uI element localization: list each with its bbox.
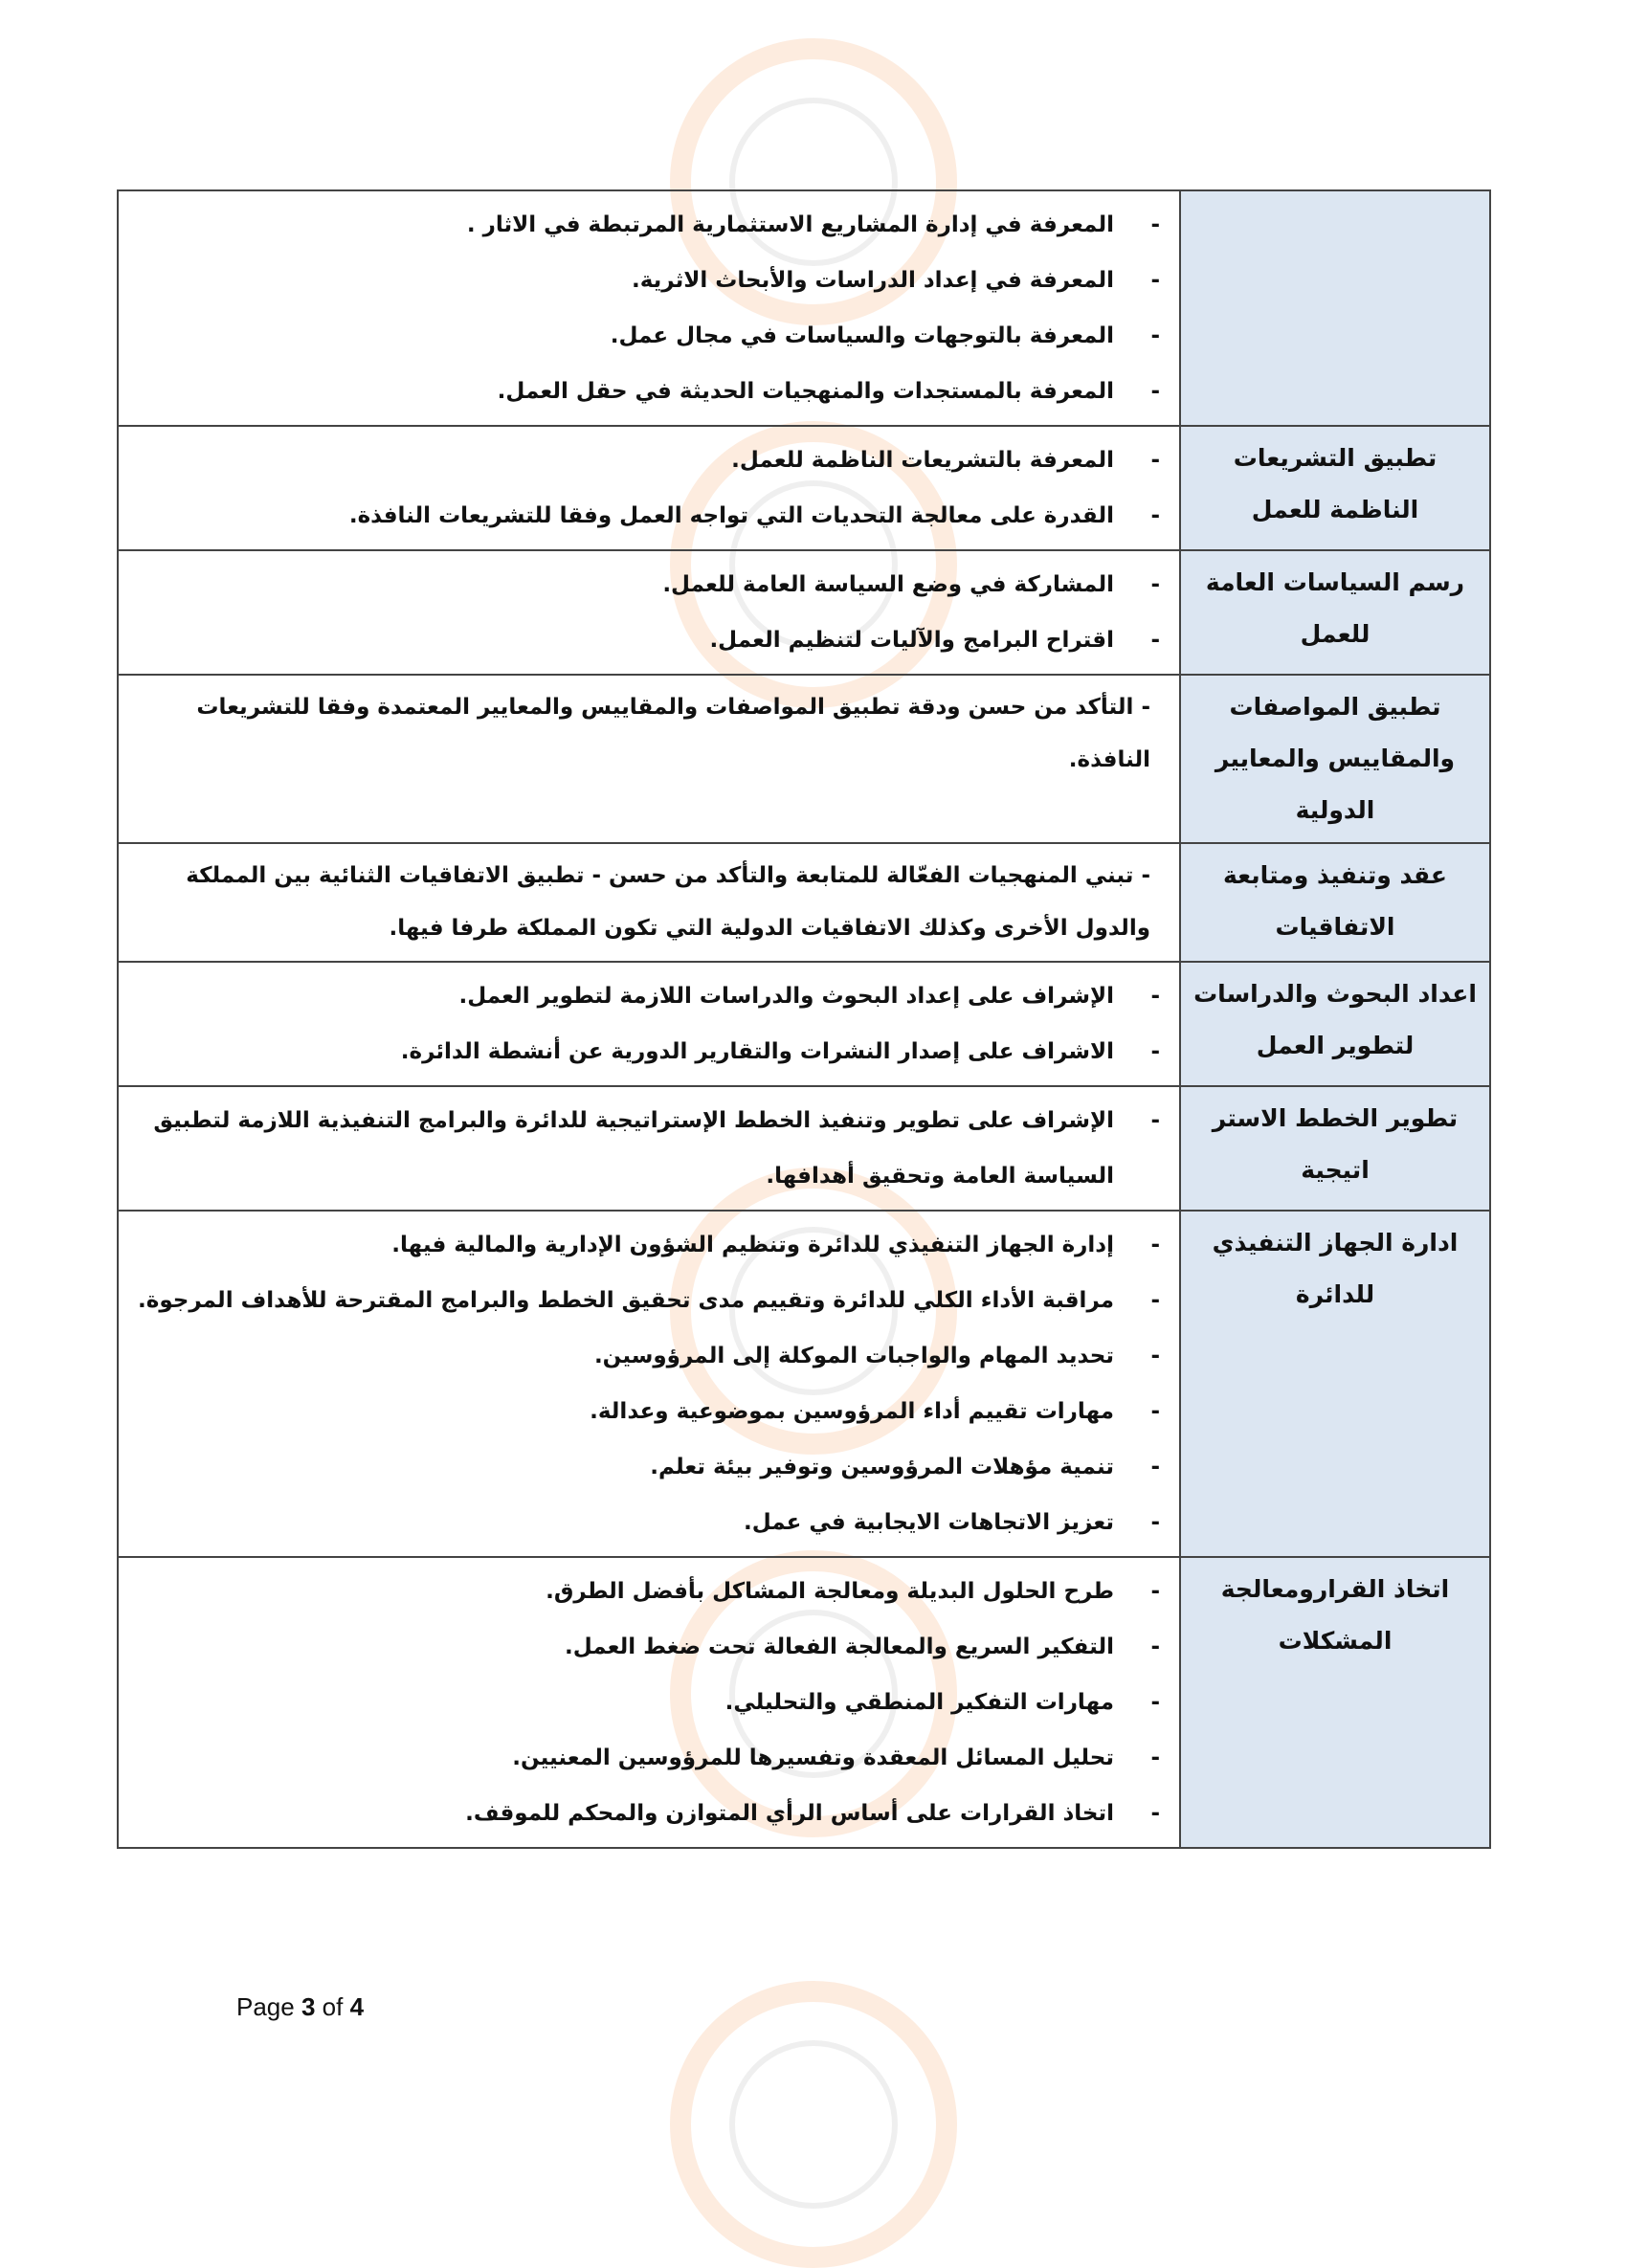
list-item (138, 1384, 1160, 1439)
table-row (118, 675, 1490, 843)
watermark-clock (670, 1981, 957, 2268)
bullet-dash: - (1150, 1288, 1160, 1313)
competency-label: اتخاذ القرارومعالجة المشكلات (1180, 1557, 1490, 1848)
item-text: مهارات تقييم أداء المرؤوسين بموضوعية وعدالة. (590, 1399, 1114, 1424)
bullet-dash: - (1150, 448, 1160, 473)
list-item (138, 1786, 1160, 1841)
bullet-dash: - (1150, 1039, 1160, 1064)
bullet-dash: - (1150, 628, 1160, 653)
item-text: مراقبة الأداء الكلي للدائرة وتقييم مدى تحقيق الخطط والبرامج المقترحة للأهداف المرجوة. (138, 1288, 1114, 1313)
list-item (138, 1093, 1160, 1204)
bullet-dash: - (1150, 1344, 1160, 1368)
competency-details (118, 843, 1180, 962)
item-text: إدارة الجهاز التنفيذي للدائرة وتنظيم الشؤون الإدارية والمالية فيها. (391, 1233, 1114, 1257)
list-item (138, 1439, 1160, 1495)
item-text: التفكير السريع والمعالجة الفعالة تحت ضغط العمل. (564, 1634, 1114, 1659)
list-item (138, 1619, 1160, 1675)
item-text: الإشراف على تطوير وتنفيذ الخطط الإستراتيجية للدائرة والبرامج التنفيذية اللازمة لتطبيق السياسة العامة وتحقيق أهدافها. (153, 1108, 1114, 1189)
bullet-dash: - (1150, 1233, 1160, 1257)
competency-details (118, 550, 1180, 675)
item-text: المعرفة بالمستجدات والمنهجيات الحديثة في حقل العمل. (497, 379, 1114, 404)
bullet-dash: - (1150, 984, 1160, 1009)
competency-details (118, 190, 1180, 426)
bullet-dash: - (1150, 1690, 1160, 1715)
table-row (118, 1086, 1490, 1211)
list-item (138, 1675, 1160, 1730)
item-text: تحليل المسائل المعقدة وتفسيرها للمرؤوسين المعنيين. (512, 1745, 1114, 1770)
competency-details (118, 426, 1180, 550)
bullet-dash: - (1150, 572, 1160, 597)
list-item (138, 488, 1160, 544)
competency-label: ادارة الجهاز التنفيذي للدائرة (1180, 1211, 1490, 1557)
competency-label (1180, 190, 1490, 426)
competency-details (118, 675, 1180, 843)
page-footer: Page 3 of 4 (236, 1992, 365, 2021)
item-text: تحديد المهام والواجبات الموكلة إلى المرؤوسين. (593, 1344, 1114, 1368)
item-text: طرح الحلول البديلة ومعالجة المشاكل بأفضل الطرق. (546, 1579, 1114, 1604)
list-item (138, 1328, 1160, 1384)
competency-label: اعداد البحوث والدراسات لتطوير العمل (1180, 962, 1490, 1086)
table-row (118, 550, 1490, 675)
competency-details (118, 1557, 1180, 1848)
item-text: المعرفة في إعداد الدراسات والأبحاث الاثرية. (631, 268, 1114, 293)
table-row (118, 1557, 1490, 1848)
list-item (138, 253, 1160, 308)
list-item (138, 364, 1160, 419)
list-item (138, 197, 1160, 253)
item-text: المعرفة في إدارة المشاريع الاستثمارية المرتبطة في الاثار . (466, 212, 1114, 237)
table-row (118, 426, 1490, 550)
item-text: القدرة على معالجة التحديات التي تواجه العمل وفقا للتشريعات النافذة. (348, 503, 1114, 528)
table-row (118, 1211, 1490, 1557)
item-text: اتخاذ القرارات على أساس الرأي المتوازن والمحكم للموقف. (465, 1801, 1114, 1826)
bullet-dash: - (1150, 1455, 1160, 1479)
bullet-dash: - (1150, 1801, 1160, 1826)
table-row (118, 843, 1490, 962)
list-item (138, 1564, 1160, 1619)
list-item (138, 1273, 1160, 1328)
paragraph-text: - تبني المنهجيات الفعّالة للمتابعة والتأكد من حسن - تطبيق الاتفاقيات الثنائية بين المملكة والدول الأخرى وكذلك الاتفاقيات الدولية التي تكون المملكة طرفا فيها. (186, 863, 1150, 941)
competency-label: عقد وتنفيذ ومتابعة الاتفاقيات (1180, 843, 1490, 962)
list-item (138, 557, 1160, 612)
bullet-dash: - (1150, 1745, 1160, 1770)
bullet-dash: - (1150, 1579, 1160, 1604)
bullet-dash: - (1150, 1634, 1160, 1659)
bullet-dash: - (1150, 1108, 1160, 1133)
bullet-dash: - (1150, 268, 1160, 293)
item-text: المعرفة بالتشريعات الناظمة للعمل. (731, 448, 1114, 473)
item-text: الاشراف على إصدار النشرات والتقارير الدورية عن أنشطة الدائرة. (400, 1039, 1114, 1064)
bullet-dash: - (1150, 379, 1160, 404)
list-item (138, 308, 1160, 364)
item-text: مهارات التفكير المنطقي والتحليلي. (724, 1690, 1114, 1715)
competency-details (118, 1086, 1180, 1211)
list-item (138, 968, 1160, 1024)
competency-label: رسم السياسات العامة للعمل (1180, 550, 1490, 675)
competency-label: تطبيق التشريعات الناظمة للعمل (1180, 426, 1490, 550)
bullet-dash: - (1150, 503, 1160, 528)
list-item (138, 433, 1160, 488)
competency-label: تطوير الخطط الاستر اتيجية (1180, 1086, 1490, 1211)
item-text: تنمية مؤهلات المرؤوسين وتوفير بيئة تعلم. (650, 1455, 1114, 1479)
bullet-dash: - (1150, 323, 1160, 348)
item-text: الإشراف على إعداد البحوث والدراسات اللازمة لتطوير العمل. (458, 984, 1114, 1009)
table-row (118, 190, 1490, 426)
item-text: المعرفة بالتوجهات والسياسات في مجال عمل. (610, 323, 1114, 348)
list-item (138, 1217, 1160, 1273)
item-text: المشاركة في وضع السياسة العامة للعمل. (662, 572, 1114, 597)
bullet-dash: - (1150, 1510, 1160, 1535)
bullet-dash: - (1150, 212, 1160, 237)
competency-details (118, 1211, 1180, 1557)
competencies-table (117, 189, 1491, 1849)
paragraph-text: - التأكد من حسن ودقة تطبيق المواصفات والمقاييس والمعايير المعتمدة وفقا للتشريعات النافذة. (196, 695, 1150, 772)
list-item (138, 612, 1160, 668)
bullet-dash: - (1150, 1399, 1160, 1424)
item-text: تعزيز الاتجاهات الايجابية في عمل. (743, 1510, 1114, 1535)
competency-details (118, 962, 1180, 1086)
list-item (138, 1495, 1160, 1550)
item-text: اقتراح البرامج والآليات لتنظيم العمل. (709, 628, 1114, 653)
competency-label: تطبيق المواصفات والمقاييس والمعايير الدولية (1180, 675, 1490, 843)
table-row (118, 962, 1490, 1086)
list-item (138, 1024, 1160, 1079)
list-item (138, 1730, 1160, 1786)
